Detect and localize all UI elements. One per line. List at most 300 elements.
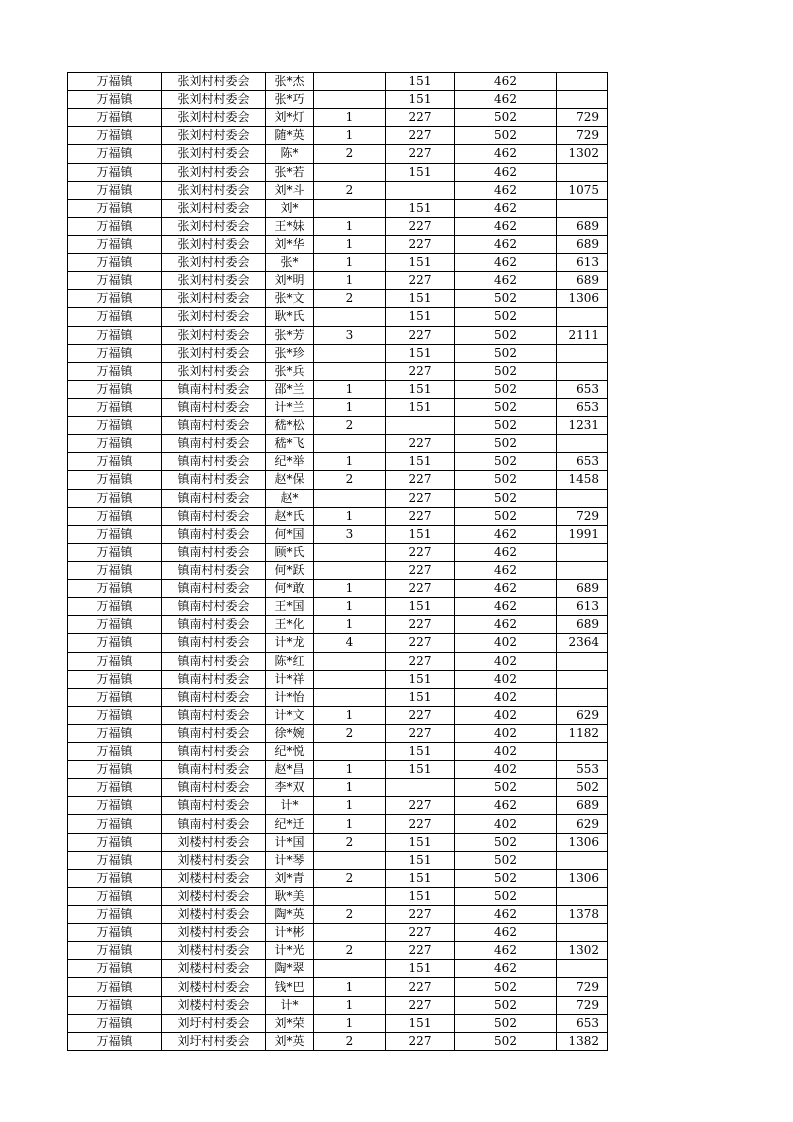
people-cell: 1 bbox=[314, 254, 386, 272]
total-cell bbox=[557, 344, 608, 362]
amount-a-cell: 227 bbox=[386, 978, 455, 996]
amount-b-cell: 462 bbox=[455, 797, 557, 815]
amount-b-cell: 462 bbox=[455, 254, 557, 272]
village-cell: 镇南村村委会 bbox=[162, 580, 266, 598]
amount-a-cell: 227 bbox=[386, 616, 455, 634]
table-row bbox=[68, 254, 608, 272]
village-cell: 镇南村村委会 bbox=[162, 398, 266, 416]
people-cell: 1 bbox=[314, 598, 386, 616]
village-cell: 张刘村村委会 bbox=[162, 272, 266, 290]
total-cell bbox=[557, 670, 608, 688]
amount-a-cell: 227 bbox=[386, 1032, 455, 1050]
town-cell: 万福镇 bbox=[68, 1032, 162, 1050]
people-cell: 1 bbox=[314, 109, 386, 127]
village-cell: 镇南村村委会 bbox=[162, 761, 266, 779]
total-cell bbox=[557, 561, 608, 579]
total-cell bbox=[557, 543, 608, 561]
table-row bbox=[68, 362, 608, 380]
table-row bbox=[68, 235, 608, 253]
people-cell bbox=[314, 670, 386, 688]
name-cell: 刘*华 bbox=[266, 235, 314, 253]
amount-a-cell: 227 bbox=[386, 272, 455, 290]
name-cell: 张*珍 bbox=[266, 344, 314, 362]
town-cell: 万福镇 bbox=[68, 924, 162, 942]
amount-b-cell: 462 bbox=[455, 199, 557, 217]
village-cell: 镇南村村委会 bbox=[162, 435, 266, 453]
total-cell: 502 bbox=[557, 779, 608, 797]
amount-a-cell: 227 bbox=[386, 326, 455, 344]
table-row bbox=[68, 978, 608, 996]
total-cell: 1302 bbox=[557, 145, 608, 163]
amount-a-cell: 227 bbox=[386, 797, 455, 815]
table-row bbox=[68, 344, 608, 362]
town-cell: 万福镇 bbox=[68, 308, 162, 326]
total-cell: 1382 bbox=[557, 1032, 608, 1050]
total-cell bbox=[557, 688, 608, 706]
name-cell: 刘*英 bbox=[266, 1032, 314, 1050]
village-cell: 镇南村村委会 bbox=[162, 471, 266, 489]
total-cell: 1378 bbox=[557, 906, 608, 924]
town-cell: 万福镇 bbox=[68, 398, 162, 416]
people-cell: 1 bbox=[314, 272, 386, 290]
people-cell: 1 bbox=[314, 706, 386, 724]
town-cell: 万福镇 bbox=[68, 471, 162, 489]
amount-b-cell: 462 bbox=[455, 543, 557, 561]
village-cell: 刘楼村村委会 bbox=[162, 996, 266, 1014]
amount-b-cell: 502 bbox=[455, 833, 557, 851]
people-cell bbox=[314, 924, 386, 942]
name-cell: 赵*保 bbox=[266, 471, 314, 489]
amount-a-cell: 151 bbox=[386, 73, 455, 91]
amount-b-cell: 402 bbox=[455, 688, 557, 706]
amount-a-cell: 151 bbox=[386, 688, 455, 706]
town-cell: 万福镇 bbox=[68, 326, 162, 344]
amount-a-cell: 151 bbox=[386, 761, 455, 779]
table-row bbox=[68, 73, 608, 91]
name-cell: 张*芳 bbox=[266, 326, 314, 344]
village-cell: 镇南村村委会 bbox=[162, 797, 266, 815]
name-cell: 何*敢 bbox=[266, 580, 314, 598]
town-cell: 万福镇 bbox=[68, 290, 162, 308]
town-cell: 万福镇 bbox=[68, 906, 162, 924]
name-cell: 计* bbox=[266, 797, 314, 815]
table-row bbox=[68, 308, 608, 326]
people-cell: 3 bbox=[314, 326, 386, 344]
amount-b-cell: 462 bbox=[455, 235, 557, 253]
amount-a-cell: 151 bbox=[386, 308, 455, 326]
people-cell: 2 bbox=[314, 290, 386, 308]
amount-a-cell: 151 bbox=[386, 453, 455, 471]
town-cell: 万福镇 bbox=[68, 779, 162, 797]
amount-b-cell: 402 bbox=[455, 724, 557, 742]
town-cell: 万福镇 bbox=[68, 833, 162, 851]
amount-a-cell: 151 bbox=[386, 887, 455, 905]
name-cell: 嵇*松 bbox=[266, 417, 314, 435]
people-cell: 1 bbox=[314, 380, 386, 398]
people-cell bbox=[314, 688, 386, 706]
table-row bbox=[68, 380, 608, 398]
village-cell: 张刘村村委会 bbox=[162, 181, 266, 199]
people-cell: 2 bbox=[314, 833, 386, 851]
amount-a-cell: 151 bbox=[386, 344, 455, 362]
village-cell: 张刘村村委会 bbox=[162, 326, 266, 344]
town-cell: 万福镇 bbox=[68, 706, 162, 724]
amount-b-cell: 502 bbox=[455, 417, 557, 435]
village-cell: 张刘村村委会 bbox=[162, 290, 266, 308]
amount-b-cell: 402 bbox=[455, 670, 557, 688]
table-row bbox=[68, 507, 608, 525]
people-cell: 2 bbox=[314, 145, 386, 163]
total-cell: 689 bbox=[557, 272, 608, 290]
amount-a-cell: 227 bbox=[386, 145, 455, 163]
people-cell: 2 bbox=[314, 181, 386, 199]
amount-b-cell: 402 bbox=[455, 761, 557, 779]
people-cell bbox=[314, 163, 386, 181]
total-cell: 729 bbox=[557, 507, 608, 525]
table-row bbox=[68, 290, 608, 308]
total-cell: 689 bbox=[557, 217, 608, 235]
people-cell: 1 bbox=[314, 580, 386, 598]
table-row bbox=[68, 163, 608, 181]
table-row bbox=[68, 398, 608, 416]
amount-b-cell: 502 bbox=[455, 887, 557, 905]
amount-b-cell: 462 bbox=[455, 272, 557, 290]
amount-a-cell: 227 bbox=[386, 471, 455, 489]
town-cell: 万福镇 bbox=[68, 724, 162, 742]
amount-b-cell: 462 bbox=[455, 145, 557, 163]
village-cell: 镇南村村委会 bbox=[162, 724, 266, 742]
town-cell: 万福镇 bbox=[68, 996, 162, 1014]
village-cell: 张刘村村委会 bbox=[162, 91, 266, 109]
town-cell: 万福镇 bbox=[68, 272, 162, 290]
town-cell: 万福镇 bbox=[68, 235, 162, 253]
table-row bbox=[68, 127, 608, 145]
amount-b-cell: 502 bbox=[455, 779, 557, 797]
town-cell: 万福镇 bbox=[68, 181, 162, 199]
people-cell bbox=[314, 561, 386, 579]
name-cell: 陶*翠 bbox=[266, 960, 314, 978]
amount-b-cell: 502 bbox=[455, 435, 557, 453]
town-cell: 万福镇 bbox=[68, 489, 162, 507]
total-cell bbox=[557, 435, 608, 453]
amount-b-cell: 502 bbox=[455, 308, 557, 326]
amount-a-cell: 227 bbox=[386, 724, 455, 742]
people-cell bbox=[314, 887, 386, 905]
amount-a-cell: 227 bbox=[386, 507, 455, 525]
amount-a-cell: 151 bbox=[386, 380, 455, 398]
name-cell: 计*琴 bbox=[266, 851, 314, 869]
town-cell: 万福镇 bbox=[68, 344, 162, 362]
name-cell: 计*国 bbox=[266, 833, 314, 851]
total-cell: 1075 bbox=[557, 181, 608, 199]
town-cell: 万福镇 bbox=[68, 1014, 162, 1032]
name-cell: 顾*氏 bbox=[266, 543, 314, 561]
people-cell: 2 bbox=[314, 724, 386, 742]
town-cell: 万福镇 bbox=[68, 851, 162, 869]
people-cell: 3 bbox=[314, 525, 386, 543]
amount-b-cell: 462 bbox=[455, 942, 557, 960]
town-cell: 万福镇 bbox=[68, 435, 162, 453]
town-cell: 万福镇 bbox=[68, 163, 162, 181]
village-cell: 镇南村村委会 bbox=[162, 688, 266, 706]
amount-b-cell: 462 bbox=[455, 598, 557, 616]
amount-b-cell: 502 bbox=[455, 471, 557, 489]
name-cell: 陶*英 bbox=[266, 906, 314, 924]
village-cell: 张刘村村委会 bbox=[162, 254, 266, 272]
total-cell bbox=[557, 743, 608, 761]
total-cell bbox=[557, 308, 608, 326]
total-cell: 729 bbox=[557, 978, 608, 996]
name-cell: 刘*灯 bbox=[266, 109, 314, 127]
amount-a-cell: 227 bbox=[386, 634, 455, 652]
people-cell bbox=[314, 91, 386, 109]
table-row bbox=[68, 670, 608, 688]
amount-a-cell: 151 bbox=[386, 670, 455, 688]
village-cell: 镇南村村委会 bbox=[162, 616, 266, 634]
name-cell: 赵* bbox=[266, 489, 314, 507]
village-cell: 刘楼村村委会 bbox=[162, 942, 266, 960]
total-cell: 653 bbox=[557, 398, 608, 416]
village-cell: 镇南村村委会 bbox=[162, 507, 266, 525]
town-cell: 万福镇 bbox=[68, 145, 162, 163]
town-cell: 万福镇 bbox=[68, 761, 162, 779]
total-cell: 689 bbox=[557, 580, 608, 598]
total-cell: 613 bbox=[557, 254, 608, 272]
amount-b-cell: 462 bbox=[455, 580, 557, 598]
name-cell: 刘*青 bbox=[266, 869, 314, 887]
people-cell bbox=[314, 73, 386, 91]
name-cell: 张*杰 bbox=[266, 73, 314, 91]
total-cell: 2111 bbox=[557, 326, 608, 344]
amount-a-cell: 151 bbox=[386, 869, 455, 887]
village-cell: 镇南村村委会 bbox=[162, 706, 266, 724]
town-cell: 万福镇 bbox=[68, 217, 162, 235]
town-cell: 万福镇 bbox=[68, 598, 162, 616]
amount-b-cell: 502 bbox=[455, 978, 557, 996]
total-cell bbox=[557, 73, 608, 91]
town-cell: 万福镇 bbox=[68, 525, 162, 543]
amount-b-cell: 502 bbox=[455, 290, 557, 308]
people-cell: 1 bbox=[314, 235, 386, 253]
village-cell: 镇南村村委会 bbox=[162, 815, 266, 833]
table-row bbox=[68, 616, 608, 634]
town-cell: 万福镇 bbox=[68, 978, 162, 996]
table-row bbox=[68, 543, 608, 561]
town-cell: 万福镇 bbox=[68, 543, 162, 561]
amount-b-cell: 502 bbox=[455, 507, 557, 525]
amount-a-cell: 151 bbox=[386, 960, 455, 978]
name-cell: 张*兵 bbox=[266, 362, 314, 380]
people-cell bbox=[314, 362, 386, 380]
village-cell: 镇南村村委会 bbox=[162, 652, 266, 670]
table-row bbox=[68, 688, 608, 706]
table-row bbox=[68, 435, 608, 453]
name-cell: 张*巧 bbox=[266, 91, 314, 109]
name-cell: 耿*氏 bbox=[266, 308, 314, 326]
people-cell: 1 bbox=[314, 996, 386, 1014]
name-cell: 王*妹 bbox=[266, 217, 314, 235]
amount-b-cell: 462 bbox=[455, 616, 557, 634]
village-cell: 刘楼村村委会 bbox=[162, 978, 266, 996]
total-cell bbox=[557, 960, 608, 978]
total-cell: 1991 bbox=[557, 525, 608, 543]
village-cell: 刘楼村村委会 bbox=[162, 851, 266, 869]
table-row bbox=[68, 924, 608, 942]
village-cell: 镇南村村委会 bbox=[162, 453, 266, 471]
village-cell: 张刘村村委会 bbox=[162, 362, 266, 380]
name-cell: 何*国 bbox=[266, 525, 314, 543]
total-cell: 729 bbox=[557, 127, 608, 145]
village-cell: 张刘村村委会 bbox=[162, 308, 266, 326]
table-row bbox=[68, 833, 608, 851]
name-cell: 陈* bbox=[266, 145, 314, 163]
name-cell: 钱*巴 bbox=[266, 978, 314, 996]
table-row bbox=[68, 145, 608, 163]
amount-a-cell bbox=[386, 181, 455, 199]
table-row bbox=[68, 453, 608, 471]
amount-a-cell: 151 bbox=[386, 254, 455, 272]
amount-b-cell: 462 bbox=[455, 181, 557, 199]
total-cell: 1306 bbox=[557, 290, 608, 308]
name-cell: 纪*迁 bbox=[266, 815, 314, 833]
village-cell: 刘楼村村委会 bbox=[162, 869, 266, 887]
people-cell: 2 bbox=[314, 417, 386, 435]
town-cell: 万福镇 bbox=[68, 417, 162, 435]
amount-b-cell: 502 bbox=[455, 453, 557, 471]
table-row bbox=[68, 906, 608, 924]
amount-b-cell: 462 bbox=[455, 960, 557, 978]
village-cell: 刘楼村村委会 bbox=[162, 833, 266, 851]
town-cell: 万福镇 bbox=[68, 670, 162, 688]
amount-a-cell: 151 bbox=[386, 833, 455, 851]
village-cell: 刘圩村村委会 bbox=[162, 1014, 266, 1032]
total-cell: 653 bbox=[557, 1014, 608, 1032]
name-cell: 纪*举 bbox=[266, 453, 314, 471]
village-cell: 刘楼村村委会 bbox=[162, 906, 266, 924]
name-cell: 赵*氏 bbox=[266, 507, 314, 525]
people-cell bbox=[314, 308, 386, 326]
amount-a-cell bbox=[386, 417, 455, 435]
table-row bbox=[68, 996, 608, 1014]
village-cell: 镇南村村委会 bbox=[162, 670, 266, 688]
total-cell: 613 bbox=[557, 598, 608, 616]
village-cell: 镇南村村委会 bbox=[162, 598, 266, 616]
town-cell: 万福镇 bbox=[68, 869, 162, 887]
village-cell: 镇南村村委会 bbox=[162, 417, 266, 435]
people-cell: 2 bbox=[314, 471, 386, 489]
amount-a-cell: 227 bbox=[386, 435, 455, 453]
name-cell: 赵*昌 bbox=[266, 761, 314, 779]
people-cell: 1 bbox=[314, 797, 386, 815]
people-cell: 4 bbox=[314, 634, 386, 652]
amount-b-cell: 462 bbox=[455, 163, 557, 181]
people-cell bbox=[314, 344, 386, 362]
amount-b-cell: 462 bbox=[455, 906, 557, 924]
name-cell: 徐*婉 bbox=[266, 724, 314, 742]
table-row bbox=[68, 869, 608, 887]
amount-b-cell: 502 bbox=[455, 1032, 557, 1050]
table-row bbox=[68, 326, 608, 344]
amount-b-cell: 502 bbox=[455, 489, 557, 507]
town-cell: 万福镇 bbox=[68, 616, 162, 634]
amount-b-cell: 502 bbox=[455, 869, 557, 887]
people-cell bbox=[314, 543, 386, 561]
name-cell: 邵*兰 bbox=[266, 380, 314, 398]
total-cell bbox=[557, 924, 608, 942]
amount-b-cell: 502 bbox=[455, 996, 557, 1014]
total-cell bbox=[557, 163, 608, 181]
amount-a-cell: 227 bbox=[386, 706, 455, 724]
amount-a-cell: 227 bbox=[386, 127, 455, 145]
amount-b-cell: 402 bbox=[455, 706, 557, 724]
amount-a-cell: 227 bbox=[386, 580, 455, 598]
town-cell: 万福镇 bbox=[68, 815, 162, 833]
table-row bbox=[68, 199, 608, 217]
people-cell: 1 bbox=[314, 127, 386, 145]
amount-b-cell: 502 bbox=[455, 362, 557, 380]
amount-a-cell: 151 bbox=[386, 598, 455, 616]
name-cell: 耿*美 bbox=[266, 887, 314, 905]
people-cell: 1 bbox=[314, 453, 386, 471]
amount-b-cell: 502 bbox=[455, 1014, 557, 1032]
amount-b-cell: 402 bbox=[455, 634, 557, 652]
total-cell: 689 bbox=[557, 616, 608, 634]
town-cell: 万福镇 bbox=[68, 960, 162, 978]
table-row bbox=[68, 109, 608, 127]
amount-b-cell: 502 bbox=[455, 127, 557, 145]
name-cell: 计*怡 bbox=[266, 688, 314, 706]
people-cell: 1 bbox=[314, 779, 386, 797]
table-row bbox=[68, 272, 608, 290]
table-row bbox=[68, 652, 608, 670]
table-row bbox=[68, 761, 608, 779]
total-cell bbox=[557, 851, 608, 869]
town-cell: 万福镇 bbox=[68, 380, 162, 398]
people-cell: 1 bbox=[314, 1014, 386, 1032]
name-cell: 刘* bbox=[266, 199, 314, 217]
people-cell: 2 bbox=[314, 942, 386, 960]
village-cell: 镇南村村委会 bbox=[162, 525, 266, 543]
name-cell: 陈*红 bbox=[266, 652, 314, 670]
total-cell bbox=[557, 362, 608, 380]
village-cell: 镇南村村委会 bbox=[162, 380, 266, 398]
village-cell: 镇南村村委会 bbox=[162, 743, 266, 761]
people-cell bbox=[314, 743, 386, 761]
total-cell: 689 bbox=[557, 235, 608, 253]
amount-a-cell bbox=[386, 779, 455, 797]
table-row bbox=[68, 706, 608, 724]
total-cell: 1302 bbox=[557, 942, 608, 960]
table-row bbox=[68, 580, 608, 598]
amount-b-cell: 502 bbox=[455, 109, 557, 127]
amount-a-cell: 227 bbox=[386, 906, 455, 924]
village-cell: 张刘村村委会 bbox=[162, 73, 266, 91]
village-cell: 张刘村村委会 bbox=[162, 127, 266, 145]
people-cell: 1 bbox=[314, 507, 386, 525]
village-cell: 刘楼村村委会 bbox=[162, 887, 266, 905]
amount-a-cell: 227 bbox=[386, 652, 455, 670]
amount-b-cell: 462 bbox=[455, 73, 557, 91]
total-cell: 629 bbox=[557, 815, 608, 833]
town-cell: 万福镇 bbox=[68, 362, 162, 380]
total-cell: 1231 bbox=[557, 417, 608, 435]
people-cell: 1 bbox=[314, 398, 386, 416]
people-cell: 2 bbox=[314, 869, 386, 887]
town-cell: 万福镇 bbox=[68, 109, 162, 127]
people-cell bbox=[314, 652, 386, 670]
amount-b-cell: 502 bbox=[455, 851, 557, 869]
total-cell: 1306 bbox=[557, 869, 608, 887]
